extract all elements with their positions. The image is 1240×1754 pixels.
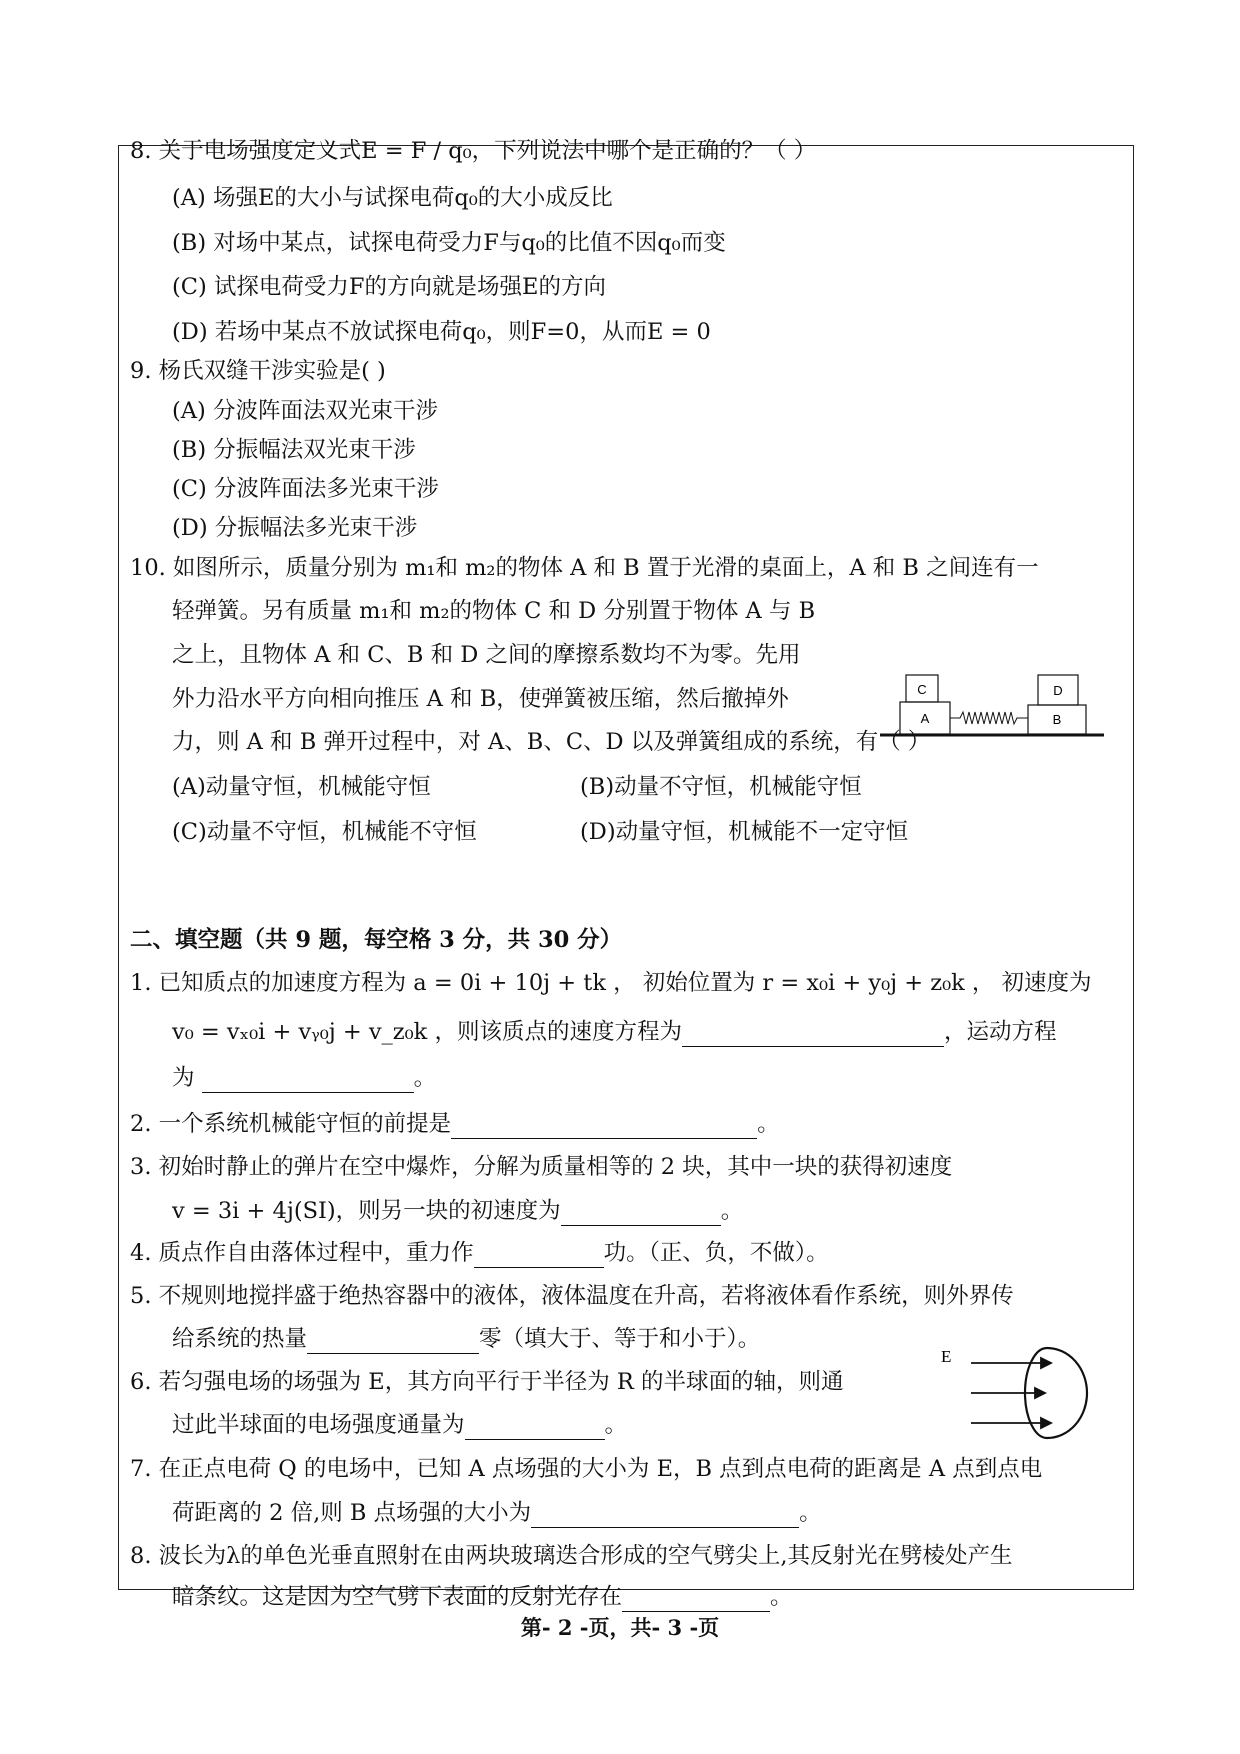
fill-q3-answer[interactable] bbox=[561, 1201, 721, 1226]
fill-q6-line1: 6. 若匀强电场的场强为 E，其方向平行于半径为 R 的半球面的轴，则通 bbox=[130, 1369, 844, 1395]
fill-q6-answer[interactable] bbox=[465, 1415, 605, 1440]
q10-option-c: (C)动量不守恒，机械能不守恒 bbox=[172, 819, 477, 845]
q10-option-d: (D)动量守恒，机械能不一定守恒 bbox=[580, 819, 909, 845]
fill-q7-line2: 荷距离的 2 倍,则 B 点场强的大小为 。 bbox=[172, 1500, 822, 1526]
label-c: C bbox=[917, 682, 927, 697]
fill-q2-answer[interactable] bbox=[451, 1114, 757, 1139]
q10-option-b: (B)动量不守恒，机械能守恒 bbox=[580, 774, 862, 800]
q9-option-c: (C) 分波阵面法多光束干涉 bbox=[172, 476, 439, 502]
hemisphere-dome bbox=[1047, 1348, 1087, 1438]
section2-title: 二、填空题（共 9 题，每空格 3 分，共 30 分） bbox=[130, 927, 623, 953]
q8-option-d: (D) 若场中某点不放试探电荷q₀，则F=0，从而E = 0 bbox=[172, 319, 711, 345]
fill-q1-line3: 为 。 bbox=[172, 1065, 437, 1091]
field-arrow-1 bbox=[1041, 1358, 1051, 1368]
fill-q3-line2: v = 3i + 4j(SI)，则另一块的初速度为 。 bbox=[172, 1198, 744, 1224]
fill-q1-answer-velocity[interactable] bbox=[682, 1022, 944, 1047]
label-d: D bbox=[1053, 683, 1063, 698]
fill-q5-answer[interactable] bbox=[307, 1329, 479, 1354]
fill-q8-line2: 暗条纹。这是因为空气劈下表面的反射光存在 。 bbox=[172, 1584, 793, 1610]
fill-q7-line1: 7. 在正点电荷 Q 的电场中，已知 A 点场强的大小为 E，B 点到点电荷的距离是 A 点到点电 bbox=[130, 1456, 1043, 1482]
q10-line3: 之上，且物体 A 和 C、B 和 D 之间的摩擦系数均不为零。先用 bbox=[172, 642, 801, 668]
q10-figure-blocks-spring bbox=[880, 665, 1105, 745]
q8-option-c: (C) 试探电荷受力F的方向就是场强E的方向 bbox=[172, 274, 606, 300]
q8-option-b: (B) 对场中某点，试探电荷受力F与q₀的比值不因q₀而变 bbox=[172, 230, 726, 256]
q10-line1: 10. 如图所示，质量分别为 m₁和 m₂的物体 A 和 B 置于光滑的桌面上，A 和 B 之间连有一 bbox=[130, 555, 1039, 581]
q8-stem: 8. 关于电场强度定义式E = F / q₀，下列说法中哪个是正确的？（ ） bbox=[130, 138, 817, 164]
fill-q1-line1: 1. 已知质点的加速度方程为 a = 0i + 10j + tk ， 初始位置为 r = x₀i + y₀j + z₀k ， 初速度为 bbox=[130, 970, 1092, 996]
fill-q1-answer-motion[interactable] bbox=[202, 1068, 414, 1093]
fill-q2: 2. 一个系统机械能守恒的前提是 。 bbox=[130, 1111, 780, 1137]
label-a: A bbox=[920, 711, 930, 726]
page-footer: 第- 2 -页，共- 3 -页 bbox=[520, 1615, 720, 1640]
fill-q1-line2: v₀ = vₓ₀i + vᵧ₀j + v_z₀k ，则该质点的速度方程为 ，运动方程 bbox=[172, 1019, 1057, 1045]
fill-q7-answer[interactable] bbox=[531, 1503, 799, 1528]
q10-line5: 力，则 A 和 B 弹开过程中，对 A、B、C、D 以及弹簧组成的系统，有（ ） bbox=[172, 729, 931, 755]
spring bbox=[950, 712, 1028, 724]
fill-q4: 4. 质点作自由落体过程中，重力作 功。（正、负，不做）。 bbox=[130, 1240, 829, 1266]
q9-option-d: (D) 分振幅法多光束干涉 bbox=[172, 515, 418, 541]
q6-figure-hemisphere bbox=[935, 1340, 1115, 1445]
field-arrow-2 bbox=[1035, 1388, 1045, 1398]
q10-line4: 外力沿水平方向相向推压 A 和 B，使弹簧被压缩，然后撤掉外 bbox=[172, 686, 789, 712]
q9-option-a: (A) 分波阵面法双光束干涉 bbox=[172, 398, 438, 424]
fill-q6-line2: 过此半球面的电场强度通量为 。 bbox=[172, 1412, 628, 1438]
label-b: B bbox=[1052, 712, 1062, 727]
fill-q3-line1: 3. 初始时静止的弹片在空中爆炸，分解为质量相等的 2 块，其中一块的获得初速度 bbox=[130, 1154, 953, 1180]
fill-q5-line1: 5. 不规则地搅拌盛于绝热容器中的液体，液体温度在升高，若将液体看作系统，则外界传 bbox=[130, 1283, 1014, 1309]
q10-option-a: (A)动量守恒，机械能守恒 bbox=[172, 774, 431, 800]
fill-q5-line2: 给系统的热量 零（填大于、等于和小于）。 bbox=[172, 1326, 761, 1352]
q10-line2: 轻弹簧。另有质量 m₁和 m₂的物体 C 和 D 分别置于物体 A 与 B bbox=[172, 598, 816, 624]
q9-option-b: (B) 分振幅法双光束干涉 bbox=[172, 437, 416, 463]
fill-q4-answer[interactable] bbox=[474, 1243, 604, 1268]
q9-stem: 9. 杨氏双缝干涉实验是( ) bbox=[130, 358, 386, 384]
q8-option-a: (A) 场强E的大小与试探电荷q₀的大小成反比 bbox=[172, 185, 613, 211]
field-arrow-3 bbox=[1041, 1418, 1051, 1428]
fill-q8-line1: 8. 波长为λ的单色光垂直照射在由两块玻璃迭合形成的空气劈尖上,其反射光在劈棱处产生 bbox=[130, 1543, 1013, 1569]
fill-q8-answer[interactable] bbox=[622, 1587, 770, 1612]
field-label-e: E bbox=[941, 1347, 952, 1366]
